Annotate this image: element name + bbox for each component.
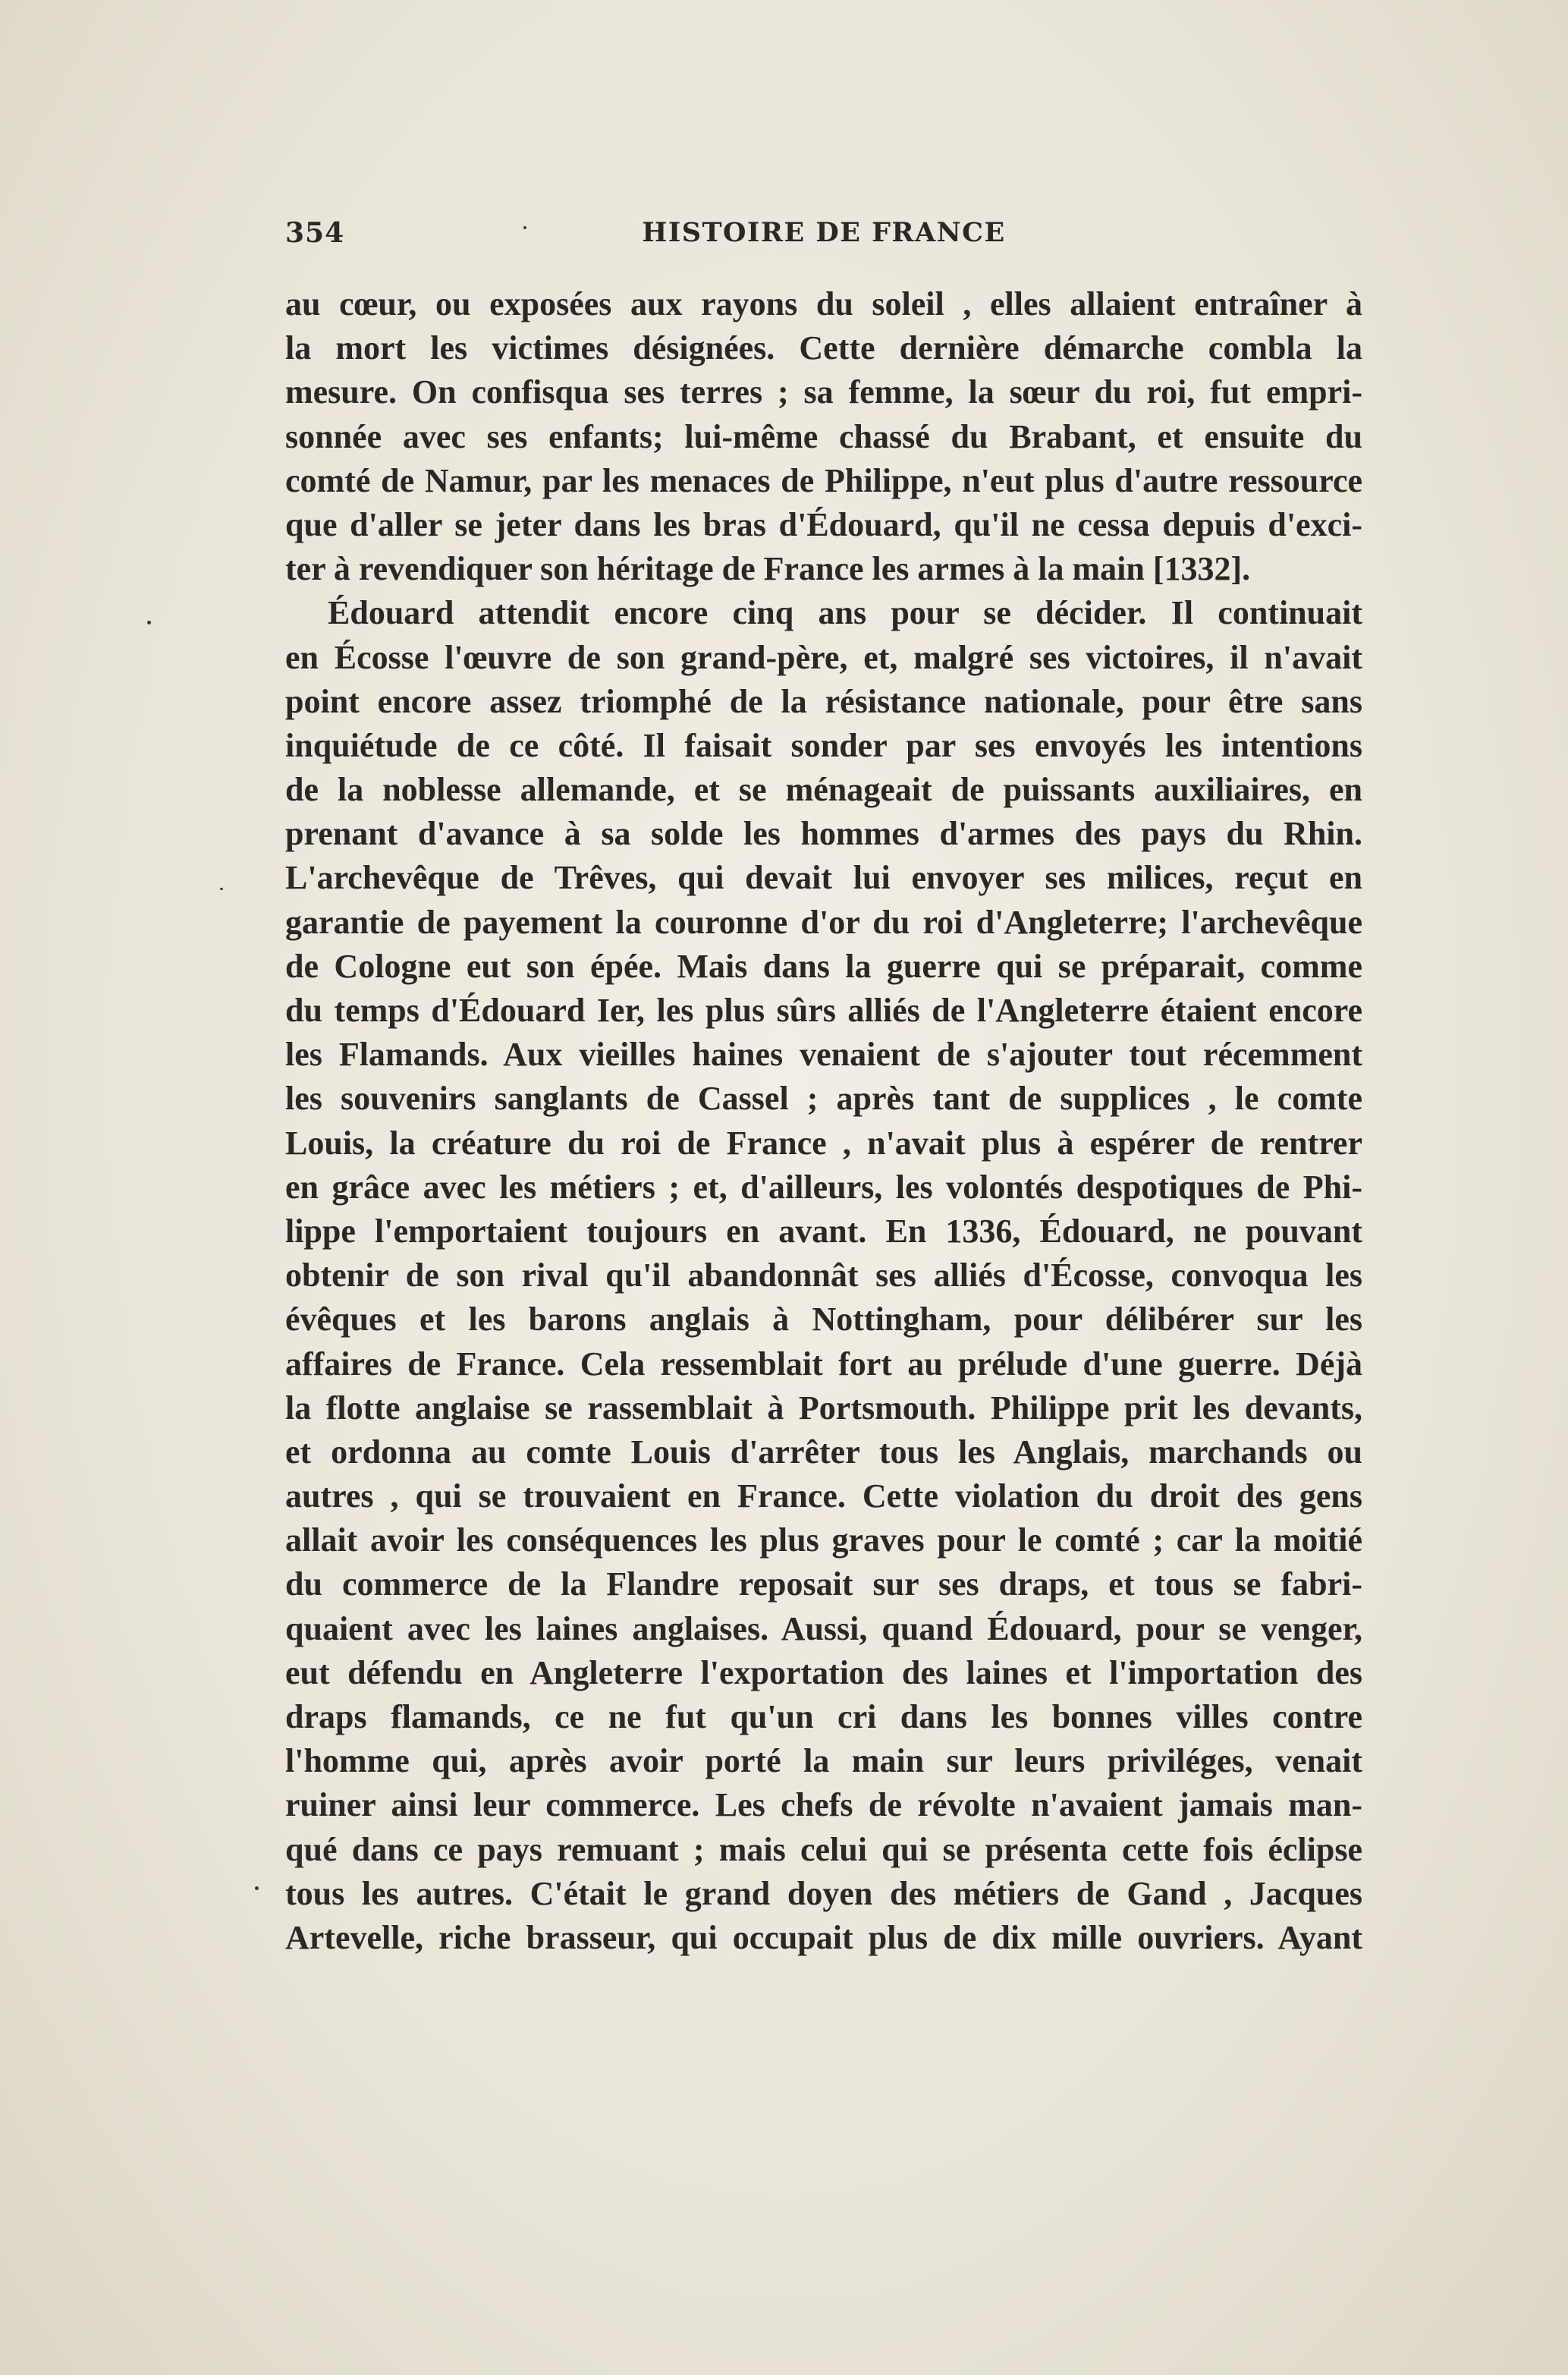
text-line: L'archevêque de Trêves, qui devait lui envoyer ses milices, reçut en: [285, 859, 1362, 897]
text-line: la flotte anglaise se rassemblait à Portsmouth. Philippe prit les devants,: [285, 1389, 1362, 1427]
text-line: les souvenirs sanglants de Cassel ; après tant de supplices , le comte: [285, 1080, 1362, 1118]
text-line: ruiner ainsi leur commerce. Les chefs de révolte n'avaient jamais man-: [285, 1786, 1362, 1824]
text-line: mesure. On confisqua ses terres ; sa femme, la sœur du roi, fut empri-: [285, 373, 1362, 411]
text-line: obtenir de son rival qu'il abandonnât ses alliés d'Écosse, convoqua les: [285, 1257, 1362, 1294]
text-line: affaires de France. Cela ressemblait fort au prélude d'une guerre. Déjà: [285, 1345, 1362, 1383]
text-line: de Cologne eut son épée. Mais dans la guerre qui se préparait, comme: [285, 947, 1362, 985]
text-line: l'homme qui, après avoir porté la main sur leurs priviléges, venait: [285, 1742, 1362, 1780]
text-line: ter à revendiquer son héritage de France les armes à la main [1332].: [285, 550, 1251, 588]
running-head: [285, 217, 1362, 252]
text-line: draps flamands, ce ne fut qu'un cri dans les bonnes villes contre: [285, 1698, 1362, 1735]
paper-speck: [523, 226, 526, 229]
text-line: les Flamands. Aux vieilles haines venaient de s'ajouter tout récemment: [285, 1036, 1362, 1074]
text-line: qué dans ce pays remuant ; mais celui qui se présenta cette fois éclipse: [285, 1830, 1362, 1868]
text-line: du temps d'Édouard Ier, les plus sûrs alliés de l'Angleterre étaient encore: [285, 992, 1362, 1029]
text-line: eut défendu en Angleterre l'exportation des laines et l'importation des: [285, 1653, 1362, 1691]
text-line: garantie de payement la couronne d'or du roi d'Angleterre; l'archevêque: [285, 903, 1362, 941]
text-line: prenant d'avance à sa solde les hommes d'armes des pays du Rhin.: [285, 815, 1362, 853]
text-line: allait avoir les conséquences les plus graves pour le comté ; car la moitié: [285, 1521, 1362, 1559]
text-line: en grâce avec les métiers ; et, d'ailleurs, les volontés despotiques de Phi-: [285, 1168, 1362, 1206]
text-line: comté de Namur, par les menaces de Philippe, n'eut plus d'autre ressource: [285, 461, 1362, 499]
paper-speck: [255, 1886, 259, 1890]
paper-speck: [220, 888, 223, 890]
text-line: Louis, la créature du roi de France , n'avait plus à espérer de rentrer: [285, 1124, 1362, 1162]
text-line: évêques et les barons anglais à Nottingham, pour délibérer sur les: [285, 1301, 1362, 1338]
paper-speck: [147, 621, 151, 624]
text-line: autres , qui se trouvaient en France. Cette violation du droit des gens: [285, 1477, 1362, 1515]
text-line: et ordonna au comte Louis d'arrêter tous les Anglais, marchands ou: [285, 1433, 1362, 1471]
text-line: au cœur, ou exposées aux rayons du soleil , elles allaient entraîner à: [285, 285, 1362, 322]
text-line: Artevelle, riche brasseur, qui occupait plus de dix mille ouvriers. Ayant: [285, 1918, 1362, 1956]
text-line: sonnée avec ses enfants; lui-même chassé du Brabant, et ensuite du: [285, 417, 1362, 455]
text-line: tous les autres. C'était le grand doyen des métiers de Gand , Jacques: [285, 1874, 1362, 1912]
text-line: en Écosse l'œuvre de son grand-père, et, malgré ses victoires, il n'avait: [285, 638, 1362, 676]
paragraph-start-line: Édouard attendit encore cinq ans pour se décider. Il continuait: [328, 594, 1362, 632]
text-line: point encore assez triomphé de la résistance nationale, pour être sans: [285, 682, 1362, 720]
text-line: lippe l'emportaient toujours en avant. En 1336, Édouard, ne pouvant: [285, 1212, 1362, 1250]
body-text: [285, 282, 1362, 1960]
text-line: la mort les victimes désignées. Cette dernière démarche combla la: [285, 329, 1362, 367]
text-line: du commerce de la Flandre reposait sur ses draps, et tous se fabri-: [285, 1565, 1362, 1603]
running-title: HISTOIRE DE FRANCE: [642, 217, 1006, 248]
text-line: que d'aller se jeter dans les bras d'Édouard, qu'il ne cessa depuis d'exci-: [285, 505, 1362, 543]
text-line: quaient avec les laines anglaises. Aussi, quand Édouard, pour se venger,: [285, 1609, 1362, 1647]
text-line: de la noblesse allemande, et se ménageait de puissants auxiliaires, en: [285, 771, 1362, 809]
text-line: inquiétude de ce côté. Il faisait sonder par ses envoyés les intentions: [285, 726, 1362, 764]
page-number: 354: [285, 217, 345, 249]
